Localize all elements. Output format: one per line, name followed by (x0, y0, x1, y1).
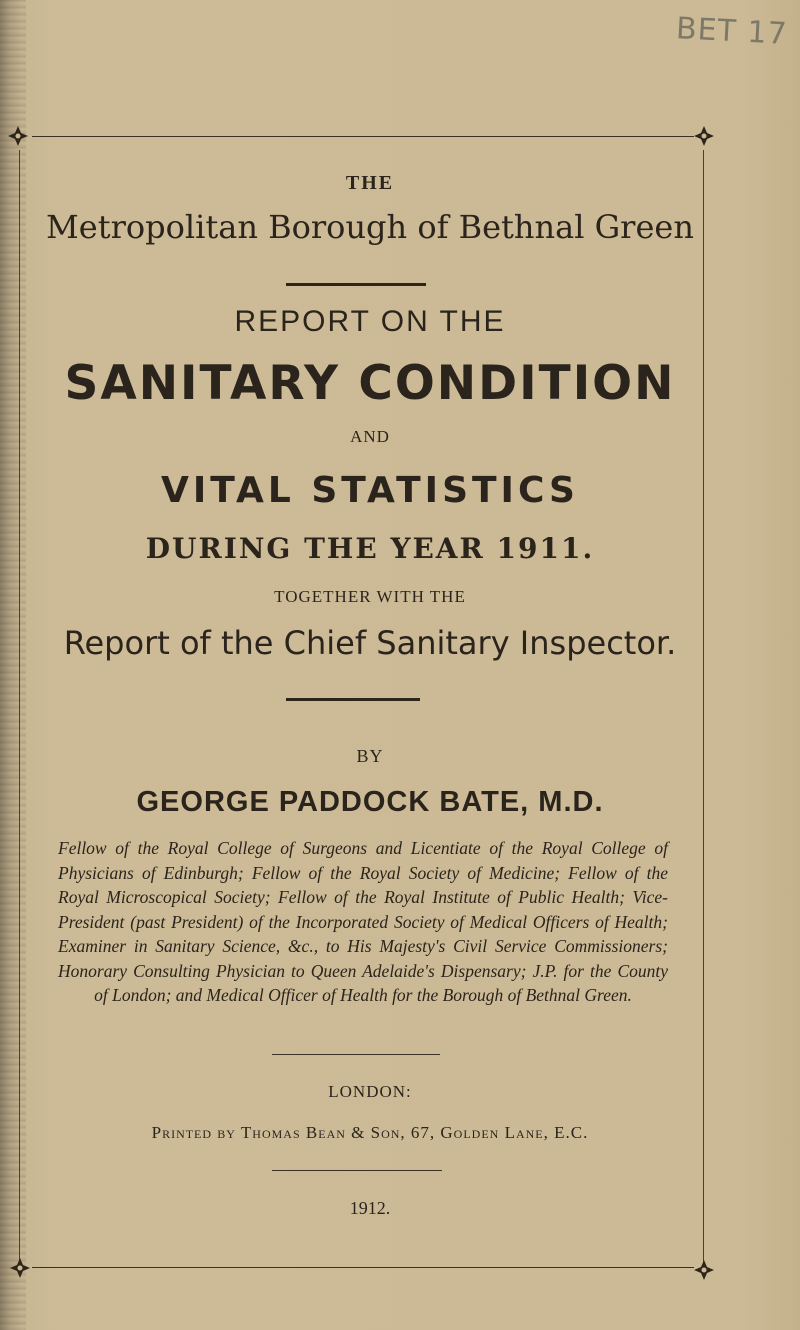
publication-year: 1912. (349, 1198, 391, 1218)
border-bottom (32, 1267, 694, 1268)
sanitary-condition-heading: SANITARY CONDITION (64, 356, 676, 411)
report-on-heading: REPORT ON THE (234, 305, 506, 338)
shelf-mark: BET 17 (675, 11, 789, 52)
border-left (19, 150, 20, 1262)
chief-inspector-heading: Report of the Chief Sanitary Inspector. (63, 624, 677, 662)
title-the: THE (345, 172, 395, 194)
corner-ornament-icon (8, 1256, 32, 1280)
corner-ornament-icon (692, 1258, 716, 1282)
corner-ornament-icon (6, 124, 30, 148)
place-of-publication: LONDON: (328, 1082, 412, 1101)
borough-title: Metropolitan Borough of Bethnal Green (46, 208, 694, 246)
thin-divider (272, 1170, 442, 1171)
thin-divider (272, 1054, 440, 1055)
year-heading: DURING THE YEAR 1911. (145, 532, 595, 565)
heavy-divider (286, 283, 426, 286)
printer-line: Printed by Thomas Bean & Son, 67, Golden Lane, E.C. (151, 1123, 589, 1142)
together-label: TOGETHER WITH THE (274, 587, 466, 606)
and-label: AND (350, 427, 390, 446)
border-top (32, 136, 694, 137)
author-name: GEORGE PADDOCK BATE, M.D. (136, 786, 604, 818)
vital-statistics-heading: VITAL STATISTICS (161, 470, 579, 511)
corner-ornament-icon (692, 124, 716, 148)
author-credentials: Fellow of the Royal College of Surgeons and Licentiate of the Royal College of Physicians of Edinburgh; Fellow of the Royal Society of Medicine; Fellow of the Royal Microscopical Society; Fellow of the Royal Institute of Public Health; Vice-President (past President) of the Incorporated Society of Medical Officers of Health; Examiner in Sanitary Science, &c., to His Majesty's Civil Service Commissioners; Honorary Consulting Physician to Queen Adelaide's Dispensary; J.P. for the County of London; and Medical Officer of Health for the Borough of Bethnal Green. (58, 838, 668, 1005)
page-edge-shadow (0, 0, 26, 1330)
by-label: BY (356, 746, 384, 766)
heavy-divider (286, 698, 420, 701)
